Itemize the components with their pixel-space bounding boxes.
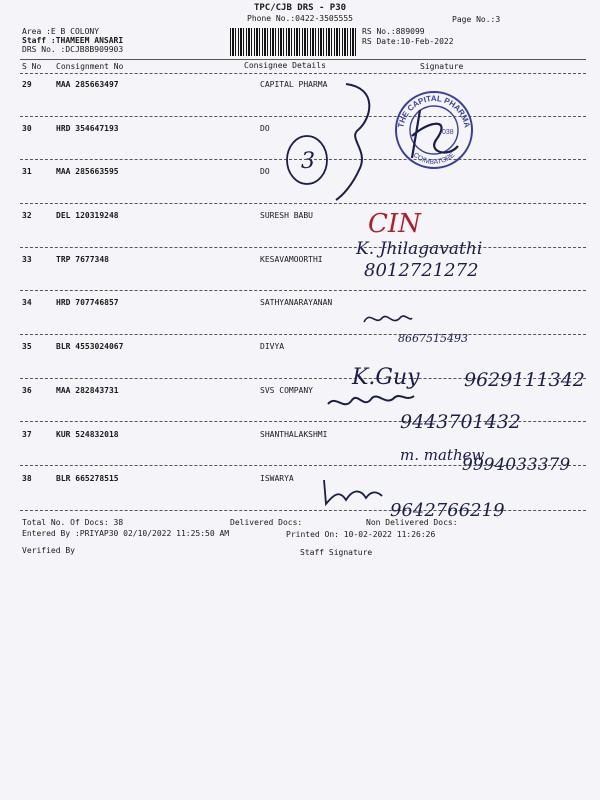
row-sno: 29	[22, 80, 32, 89]
stamp-text-bottom: COIMBATORE	[411, 151, 457, 167]
row-consignment: KUR 524832018	[56, 430, 119, 439]
row-consignee: CAPITAL PHARMA	[260, 80, 328, 89]
row-consignment: HRD 354647193	[56, 124, 119, 133]
sig38-scribble	[324, 480, 382, 504]
entered-by: Entered By :PRIYAP30 02/10/2022 11:25:50 AM	[22, 529, 230, 538]
row-sno: 37	[22, 430, 32, 439]
stamp-code: 038	[442, 129, 454, 136]
row-sno: 34	[22, 298, 32, 307]
area-label: Area :E B COLONY	[22, 27, 100, 36]
sig37-name: m. mathew	[400, 446, 485, 464]
company-stamp	[396, 92, 472, 168]
delivered-docs: Delivered Docs:	[230, 518, 303, 527]
printed-on: Printed On: 10-02-2022 11:26:26	[286, 530, 436, 539]
row-consignment: BLR 4553024067	[56, 342, 124, 351]
col-signature: Signature	[420, 62, 464, 71]
sheet-title: TPC/CJB DRS - P30	[253, 3, 347, 13]
cin-note: CIN	[368, 209, 421, 239]
row-consignment: BLR 665278515	[56, 474, 119, 483]
col-consignment: Consignment No	[56, 62, 124, 71]
row-consignee: KESAVAMOORTHI	[260, 255, 323, 264]
sig35-name: K.Guy	[352, 365, 420, 390]
row-sno: 33	[22, 255, 32, 264]
row-sno: 36	[22, 386, 32, 395]
sig33-phone: 8012721272	[364, 260, 479, 281]
row-consignee: DIVYA	[260, 342, 285, 351]
staff-signature: Staff Signature	[300, 548, 373, 557]
circled-number: 3	[301, 149, 315, 174]
page-number: Page No.:3	[452, 15, 501, 24]
row-consignment: DEL 120319248	[56, 211, 119, 220]
row-consignment: MAA 285663497	[56, 80, 119, 89]
row-sno: 32	[22, 211, 32, 220]
rs-date: RS Date:10-Feb-2022	[362, 37, 454, 46]
brace-mark	[336, 84, 369, 200]
sig37-phone: 9994033379	[462, 455, 571, 475]
sig36-scribble	[328, 396, 414, 404]
total-docs: Total No. Of Docs: 38	[22, 518, 124, 527]
sig35-phone: 9629111342	[464, 369, 585, 391]
col-sno: S No	[22, 62, 42, 71]
row-sno: 31	[22, 167, 32, 176]
row-sno: 38	[22, 474, 32, 483]
row-consignee: SATHYANARAYANAN	[260, 298, 333, 307]
row-consignee: SHANTHALAKSHMI	[260, 430, 328, 439]
sig34-scribble	[364, 316, 412, 322]
row-consignee: DO	[260, 167, 270, 176]
row-consignee: DO	[260, 124, 270, 133]
col-consignee: Consignee Details	[244, 61, 326, 70]
row-consignment: TRP 7677348	[56, 255, 109, 264]
non-delivered-docs: Non Delivered Docs:	[366, 518, 458, 527]
row-consignment: HRD 707746857	[56, 298, 119, 307]
row-sno: 35	[22, 342, 32, 351]
row-consignee: ISWARYA	[260, 474, 294, 483]
row-consignment: MAA 282843731	[56, 386, 119, 395]
sig33-name: K. Jhilagavathi	[356, 239, 483, 259]
row-consignee: SURESH BABU	[260, 211, 313, 220]
drs-number: DRS No. :DCJB8B909903	[22, 45, 124, 54]
sig36-phone: 9443701432	[400, 411, 521, 433]
staff-label: Staff :THAMEEM ANSARI	[22, 36, 124, 45]
row-consignee: SVS COMPANY	[260, 386, 313, 395]
sig38-phone: 9642766219	[390, 500, 505, 521]
verified-by: Verified By	[22, 546, 75, 555]
stamp-text-top: THE CAPITAL PHARMA	[396, 93, 472, 129]
phone-number: Phone No.:0422-3505555	[247, 14, 353, 23]
row-sno: 30	[22, 124, 32, 133]
row-consignment: MAA 285663595	[56, 167, 119, 176]
rs-number: RS No.:889099	[362, 27, 425, 36]
sig34-phone: 8667515493	[398, 332, 468, 345]
